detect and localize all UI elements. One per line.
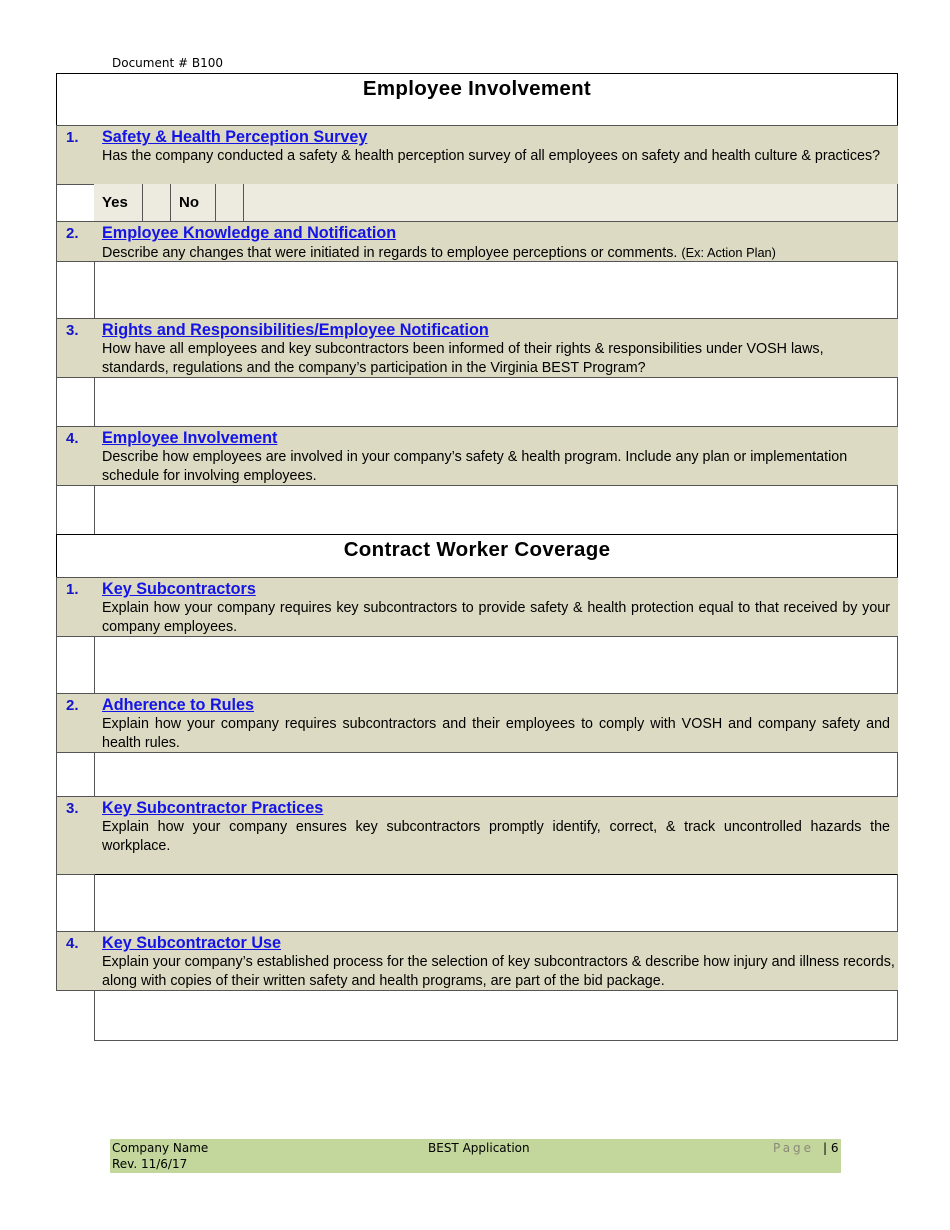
question-number: 4. bbox=[56, 931, 95, 991]
document-number: Document # B100 bbox=[112, 56, 223, 70]
question-description: Explain how your company ensures key subcontractors promptly identify, correct, & track uncontrolled hazards the workplace. bbox=[102, 819, 890, 854]
question-key-subcontractors bbox=[94, 577, 898, 637]
question-key-subcontractor-practices bbox=[94, 796, 898, 875]
question-link[interactable]: Adherence to Rules bbox=[102, 696, 255, 714]
number-spacer bbox=[56, 184, 95, 222]
question-link[interactable]: Safety & Health Perception Survey bbox=[102, 128, 368, 146]
question-note: (Ex: Action Plan) bbox=[681, 245, 776, 260]
question-number: 3. bbox=[56, 318, 95, 378]
question-number: 1. bbox=[56, 125, 95, 185]
number-spacer bbox=[56, 636, 95, 694]
answer-field[interactable] bbox=[94, 636, 898, 694]
question-description: Explain how your company requires subcontractors and their employees to comply with VOSH and company safety and health rules. bbox=[102, 716, 890, 751]
question-number: 2. bbox=[56, 693, 95, 753]
number-spacer bbox=[56, 377, 95, 427]
footer-page-label: Page bbox=[773, 1141, 815, 1155]
question-link[interactable]: Key Subcontractor Practices bbox=[102, 799, 324, 817]
question-employee-involvement bbox=[94, 426, 898, 486]
no-label: No bbox=[171, 184, 216, 221]
question-link[interactable]: Rights and Responsibilities/Employee Notification bbox=[102, 321, 489, 339]
yes-label: Yes bbox=[94, 184, 143, 221]
question-number: 3. bbox=[56, 796, 95, 875]
yes-checkbox[interactable] bbox=[143, 184, 171, 221]
number-spacer bbox=[56, 874, 95, 932]
question-link[interactable]: Key Subcontractors bbox=[102, 580, 256, 598]
question-number: 2. bbox=[56, 221, 95, 262]
question-safety-health-perception-survey bbox=[94, 125, 898, 185]
number-spacer bbox=[56, 752, 95, 797]
answer-field[interactable] bbox=[94, 261, 898, 319]
question-link[interactable]: Key Subcontractor Use bbox=[102, 934, 282, 952]
question-description: Has the company conducted a safety & health perception survey of all employees on safety and health culture & practices? bbox=[102, 148, 881, 164]
question-employee-knowledge-notification bbox=[94, 221, 898, 262]
answer-field[interactable] bbox=[94, 485, 898, 535]
footer-application: BEST Application bbox=[428, 1141, 530, 1155]
answer-field[interactable] bbox=[94, 377, 898, 427]
question-description: Explain how your company requires key subcontractors to provide safety & health protection equal to that received by your company employees. bbox=[102, 600, 890, 635]
footer-revision: Rev. 11/6/17 bbox=[112, 1157, 188, 1171]
question-description: Describe how employees are involved in your company’s safety & health program. Include any plan or implementation schedule for involving employees. bbox=[102, 449, 848, 484]
answer-field[interactable] bbox=[94, 874, 898, 932]
footer-page-number: | 6 bbox=[823, 1141, 839, 1155]
question-description: Describe any changes that were initiated in regards to employee perceptions or comments. bbox=[102, 245, 678, 261]
footer-company-name: Company Name bbox=[112, 1141, 209, 1155]
section-title-contract-worker-coverage: Contract Worker Coverage bbox=[56, 534, 898, 578]
no-checkbox[interactable] bbox=[216, 184, 244, 221]
number-spacer bbox=[56, 261, 95, 319]
question-rights-responsibilities bbox=[94, 318, 898, 378]
question-key-subcontractor-use bbox=[94, 931, 898, 991]
answer-field[interactable] bbox=[94, 990, 898, 1041]
section-title-employee-involvement: Employee Involvement bbox=[56, 73, 898, 126]
question-description: How have all employees and key subcontractors been informed of their rights & responsibilities under VOSH laws, standards, regulations and the company’s participation in the Virginia BEST Program? bbox=[102, 341, 824, 376]
question-link[interactable]: Employee Involvement bbox=[102, 429, 278, 447]
question-number: 1. bbox=[56, 577, 95, 637]
page-footer bbox=[110, 1139, 841, 1173]
answer-field[interactable] bbox=[94, 752, 898, 797]
question-link[interactable]: Employee Knowledge and Notification bbox=[102, 224, 397, 242]
number-spacer bbox=[56, 485, 95, 535]
yes-no-row bbox=[94, 184, 898, 221]
question-number: 4. bbox=[56, 426, 95, 486]
question-adherence-to-rules bbox=[94, 693, 898, 753]
question-description: Explain your company’s established process for the selection of key subcontractors & describe how injury and illness records, along with copies of their written safety and health programs, are part of the bid package. bbox=[102, 954, 895, 989]
